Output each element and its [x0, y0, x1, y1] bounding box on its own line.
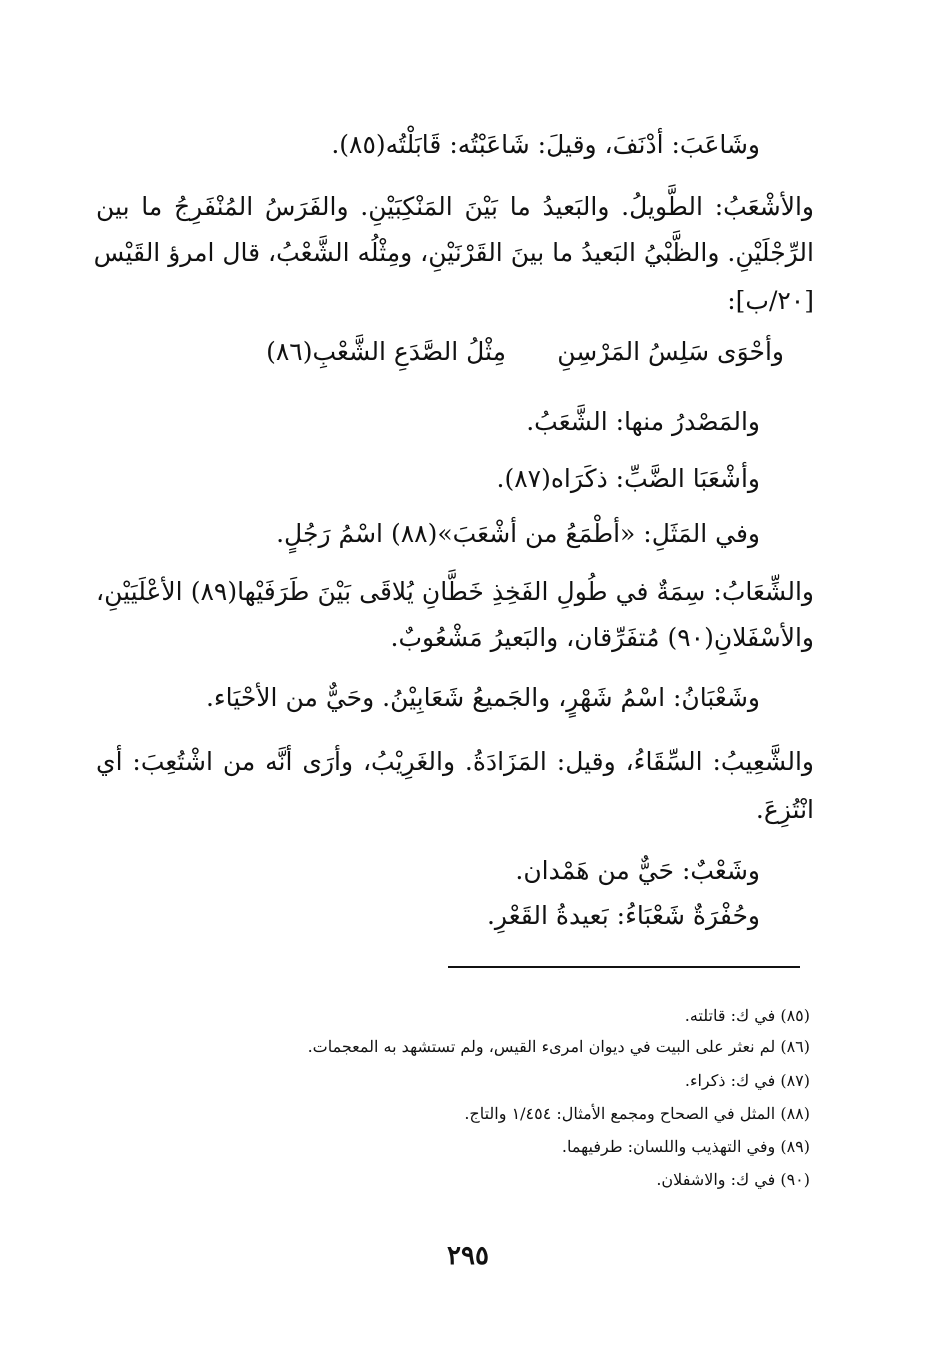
body-line: وفي المَثَلِ: «أطْمَعُ من أشْعَبَ»(٨٨) اسْمُ رَجُلٍ.: [276, 519, 760, 548]
footnote: (٨٦) لم نعثر على البيت في ديوان امرىء القيس، ولم تستشهد به المعجمات.: [307, 1037, 810, 1056]
footnote: (٨٧) في ك: ذكراء.: [684, 1071, 810, 1090]
footnote: (٨٨) المثل في الصحاح ومجمع الأمثال: ١/٤٥٤ والتاج.: [464, 1104, 810, 1123]
body-line: وشَعْبٌ: حَيٌّ من هَمْدان.: [515, 856, 760, 885]
body-line: والشِّعَابُ: سِمَةٌ في طُولِ الفَخِذِ خَطَّانِ يُلاقَى بَيْنَ طَرَفَيْها(٨٩) الأعْلَيَيْنِ،: [96, 577, 814, 606]
body-line: والمَصْدرُ منها: الشَّعَبُ.: [526, 407, 760, 436]
body-line: الرِّجْلَيْنِ. والظَّبْيُ البَعيدُ ما بينَ القَرْنَيْنِ، ومِثْلُه الشَّعْبُ، قال امرؤ القَيْس: [93, 238, 814, 267]
footnote: (٨٥) في ك: قاتلته.: [684, 1006, 810, 1025]
footnote: (٩٠) في ك: والاشفلان.: [656, 1170, 810, 1189]
folio-reference: [٢٠/ب]:: [727, 286, 814, 315]
page-number: ٢٩٥: [447, 1241, 489, 1271]
body-line: انْتُزِعَ.: [755, 795, 814, 824]
body-line: والشَّعِيبُ: السِّقَاءُ، وقيل: المَزَادَةُ. والغَرِيْبُ، وأرَى أنَّه من اشْتُعِبَ: أي: [96, 747, 814, 776]
verse-hemistich-1: وأحْوَى سَلِسُ المَرْسِنِ: [557, 337, 784, 366]
body-line: وشَاعَبَ: أدْنَفَ، وقيلَ: شَاعَبْتُه: قَابَلْتُه(٨٥).: [331, 130, 760, 159]
footnote-separator: [448, 966, 800, 968]
body-line: والأشْعَبُ: الطَّويلُ. والبَعيدُ ما بَيْنَ المَنْكِبَيْنِ. والفَرَسُ المُنْفَرِجُ ما بين: [96, 192, 814, 221]
body-line: وشَعْبَانُ: اسْمُ شَهْرٍ، والجَميعُ شَعَابِيْنُ. وحَيٌّ من الأحْيَاء.: [205, 683, 760, 712]
body-line: وحُفْرَةٌ شَعْبَاءُ: بَعيدةُ القَعْرِ.: [486, 901, 760, 930]
body-line: والأسْفَلانِ(٩٠) مُتفَرِّقان، والبَعيرُ مَشْعُوبٌ.: [390, 623, 814, 652]
footnote: (٨٩) وفي التهذيب واللسان: طرفيهما.: [561, 1137, 810, 1156]
body-line: وأشْعَبَا الضَّبِّ: ذكَرَاه(٨٧).: [496, 464, 760, 493]
verse-hemistich-2: مِثْلُ الصَّدَعِ الشَّعْبِ(٨٦): [266, 337, 506, 366]
